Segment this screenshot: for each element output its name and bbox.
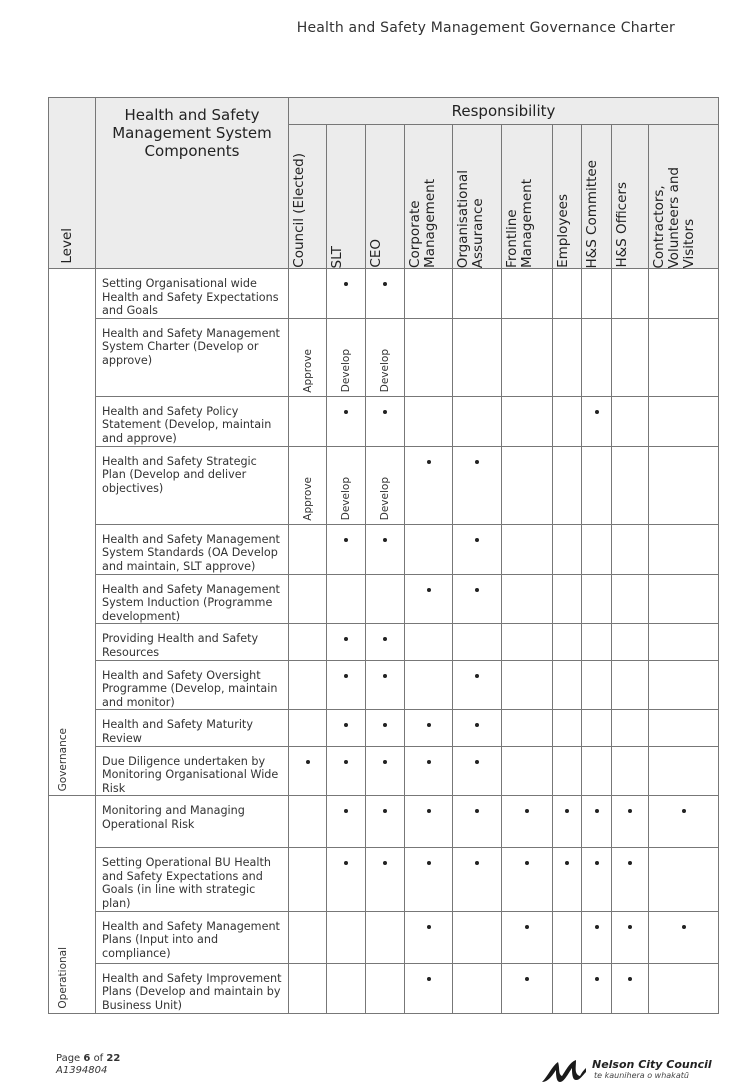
- responsibility-cell: [453, 446, 502, 524]
- responsibility-cell: [553, 710, 582, 746]
- responsibility-cell: [405, 796, 453, 848]
- responsibility-mark: [344, 674, 348, 678]
- level-header: [49, 98, 96, 269]
- table-row: [49, 524, 719, 574]
- responsibility-cell: [289, 710, 327, 746]
- table-row: [49, 574, 719, 624]
- components-header: Health and Safety Management System Components: [96, 98, 289, 269]
- responsibility-cell: [366, 574, 405, 624]
- responsibility-cell: [366, 796, 405, 848]
- responsibility-mark: [427, 809, 431, 813]
- responsibility-cell: [366, 269, 405, 319]
- table-row: [49, 446, 719, 524]
- responsibility-cell: [453, 796, 502, 848]
- responsibility-cell: [289, 746, 327, 796]
- responsibility-cell: [327, 963, 366, 1013]
- level-label: Operational: [57, 947, 69, 1009]
- responsibility-mark: [427, 925, 431, 929]
- responsibility-cell: [649, 660, 719, 710]
- responsibility-cell: [502, 911, 553, 963]
- responsibility-cell: [649, 911, 719, 963]
- responsibility-cell: [553, 911, 582, 963]
- responsibility-cell: [453, 746, 502, 796]
- responsibility-cell: [453, 911, 502, 963]
- table-row: [49, 963, 719, 1013]
- responsibility-role-text: Develop: [340, 476, 352, 521]
- responsibility-cell: [649, 710, 719, 746]
- responsibility-mark: [383, 861, 387, 865]
- responsibility-cell: [553, 660, 582, 710]
- responsibility-cell: [553, 318, 582, 396]
- table-row: [49, 848, 719, 911]
- responsibility-cell: [405, 318, 453, 396]
- responsibility-cell: [502, 624, 553, 660]
- responsibility-cell: [502, 446, 553, 524]
- responsibility-mark: [682, 925, 686, 929]
- responsibility-cell: [327, 269, 366, 319]
- responsibility-mark: [427, 760, 431, 764]
- responsibility-cell: [502, 796, 553, 848]
- level-cell: [49, 269, 96, 796]
- table-row: [49, 396, 719, 446]
- responsibility-mark: [475, 538, 479, 542]
- responsibility-mark: [383, 723, 387, 727]
- responsibility-cell: [366, 318, 405, 396]
- council-tagline: te kaunihera o whakatū: [594, 1071, 689, 1080]
- responsibility-mark: [475, 809, 479, 813]
- page-total: 22: [106, 1053, 121, 1064]
- council-logo: [540, 1058, 720, 1084]
- responsibility-mark: [427, 723, 431, 727]
- responsibility-mark: [525, 861, 529, 865]
- responsibility-cell: [453, 710, 502, 746]
- responsibility-cell: [327, 624, 366, 660]
- component-cell: Health and Safety Strategic Plan (Develop and deliver objectives): [96, 446, 289, 524]
- document-reference: A1394804: [56, 1065, 108, 1076]
- responsibility-mark: [525, 809, 529, 813]
- role-header-label: H&S Officers: [614, 182, 630, 268]
- responsibility-cell: [612, 269, 649, 319]
- responsibility-mark: [595, 809, 599, 813]
- responsibility-mark: [427, 460, 431, 464]
- table-row: [49, 624, 719, 660]
- role-header-label: H&S Committee: [584, 159, 600, 268]
- responsibility-cell: [366, 396, 405, 446]
- role-header-label: Council (Elected): [291, 153, 307, 268]
- responsibility-cell: [612, 624, 649, 660]
- responsibility-cell: [327, 446, 366, 524]
- responsibility-cell: [502, 524, 553, 574]
- role-header-cell: [366, 125, 405, 269]
- responsibility-mark: [525, 925, 529, 929]
- responsibility-mark: [475, 674, 479, 678]
- responsibility-cell: [582, 848, 612, 911]
- responsibility-cell: [405, 963, 453, 1013]
- responsibility-cell: [366, 848, 405, 911]
- responsibility-cell: [405, 746, 453, 796]
- component-cell: Setting Operational BU Health and Safety Expectations and Goals (in line with strategic plan): [96, 848, 289, 911]
- responsibility-mark: [383, 674, 387, 678]
- responsibility-cell: [612, 710, 649, 746]
- responsibility-cell: [502, 963, 553, 1013]
- responsibility-cell: [502, 318, 553, 396]
- responsibility-cell: [553, 269, 582, 319]
- responsibility-cell: [502, 269, 553, 319]
- table-row: [49, 746, 719, 796]
- responsibility-cell: [453, 574, 502, 624]
- responsibility-cell: [289, 624, 327, 660]
- role-header-label: Corporate Management: [407, 179, 438, 268]
- component-cell: Health and Safety Management Plans (Input into and compliance): [96, 911, 289, 963]
- responsibility-cell: [453, 269, 502, 319]
- responsibility-cell: [582, 574, 612, 624]
- responsibility-mark: [344, 282, 348, 286]
- responsibility-cell: [612, 446, 649, 524]
- table-row: [49, 796, 719, 848]
- responsibility-mark: [525, 977, 529, 981]
- level-header-label: Level: [59, 228, 75, 264]
- table-row: [49, 660, 719, 710]
- responsibility-role-text: Develop: [340, 348, 352, 393]
- responsibility-mark: [306, 760, 310, 764]
- responsibility-cell: [366, 624, 405, 660]
- responsibility-cell: [289, 574, 327, 624]
- responsibility-cell: [649, 963, 719, 1013]
- responsibility-cell: [453, 396, 502, 446]
- responsibility-cell: [502, 710, 553, 746]
- role-header-label: Organisational Assurance: [455, 169, 486, 268]
- responsibility-mark: [628, 977, 632, 981]
- responsibility-cell: [289, 269, 327, 319]
- responsibility-cell: [405, 710, 453, 746]
- responsibility-mark: [344, 760, 348, 764]
- responsibility-cell: [289, 660, 327, 710]
- level-label: Governance: [57, 727, 69, 792]
- responsibility-cell: [327, 574, 366, 624]
- responsibility-cell: [453, 963, 502, 1013]
- responsibility-mark: [595, 925, 599, 929]
- responsibility-cell: [327, 848, 366, 911]
- responsibility-mark: [628, 861, 632, 865]
- responsibility-cell: [289, 318, 327, 396]
- responsibility-cell: [582, 746, 612, 796]
- responsibility-cell: [649, 746, 719, 796]
- responsibility-cell: [289, 848, 327, 911]
- responsibility-cell: [649, 318, 719, 396]
- responsibility-cell: [327, 710, 366, 746]
- component-cell: Health and Safety Management System Charter (Develop or approve): [96, 318, 289, 396]
- responsibility-cell: [366, 446, 405, 524]
- responsibility-mark: [595, 977, 599, 981]
- responsibility-mark: [344, 538, 348, 542]
- role-header-label: Frontline Management: [504, 179, 535, 268]
- responsibility-mark: [344, 809, 348, 813]
- responsibility-mark: [475, 760, 479, 764]
- responsibility-cell: [612, 796, 649, 848]
- role-header-cell: [649, 125, 719, 269]
- responsibility-cell: [649, 848, 719, 911]
- component-cell: Health and Safety Maturity Review: [96, 710, 289, 746]
- page-of: of: [93, 1053, 104, 1064]
- responsibility-mark: [427, 861, 431, 865]
- responsibility-cell: [582, 660, 612, 710]
- responsibility-cell: [582, 524, 612, 574]
- responsibility-cell: [405, 446, 453, 524]
- responsibility-table: [48, 97, 719, 1014]
- responsibility-mark: [475, 723, 479, 727]
- responsibility-cell: [553, 848, 582, 911]
- responsibility-cell: [612, 524, 649, 574]
- responsibility-role-text: Approve: [301, 476, 314, 521]
- responsibility-cell: [553, 963, 582, 1013]
- responsibility-mark: [383, 809, 387, 813]
- responsibility-cell: [405, 574, 453, 624]
- responsibility-cell: [553, 574, 582, 624]
- table-row: [49, 911, 719, 963]
- responsibility-mark: [383, 760, 387, 764]
- table-row: [49, 710, 719, 746]
- role-header-cell: [453, 125, 502, 269]
- responsibility-mark: [344, 861, 348, 865]
- responsibility-cell: [502, 574, 553, 624]
- responsibility-mark: [344, 723, 348, 727]
- responsibility-cell: [582, 624, 612, 660]
- role-header-cell: [582, 125, 612, 269]
- responsibility-cell: [327, 660, 366, 710]
- responsibility-mark: [383, 637, 387, 641]
- responsibility-cell: [649, 396, 719, 446]
- component-cell: Health and Safety Oversight Programme (Develop, maintain and monitor): [96, 660, 289, 710]
- responsibility-cell: [553, 446, 582, 524]
- role-header-label: Employees: [555, 194, 571, 268]
- responsibility-cell: [612, 911, 649, 963]
- component-cell: Providing Health and Safety Resources: [96, 624, 289, 660]
- responsibility-mark: [344, 637, 348, 641]
- responsibility-mark: [383, 538, 387, 542]
- responsibility-cell: [327, 318, 366, 396]
- responsibility-cell: [327, 396, 366, 446]
- responsibility-cell: [289, 963, 327, 1013]
- responsibility-cell: [502, 660, 553, 710]
- role-header-cell: [405, 125, 453, 269]
- responsibility-cell: [612, 848, 649, 911]
- council-logo-icon: [540, 1058, 588, 1084]
- responsibility-cell: [582, 318, 612, 396]
- page-label: Page: [56, 1053, 81, 1064]
- responsibility-mark: [595, 861, 599, 865]
- responsibility-cell: [612, 963, 649, 1013]
- responsibility-cell: [553, 396, 582, 446]
- component-cell: Health and Safety Management System Standards (OA Develop and maintain, SLT approve): [96, 524, 289, 574]
- table-row: [49, 269, 719, 319]
- responsibility-cell: [502, 746, 553, 796]
- responsibility-cell: [366, 911, 405, 963]
- role-header-cell: [553, 125, 582, 269]
- responsibility-cell: [289, 524, 327, 574]
- level-cell: [49, 796, 96, 1013]
- responsibility-cell: [612, 660, 649, 710]
- table-body: [49, 269, 719, 1014]
- responsibility-cell: [366, 660, 405, 710]
- component-cell: Health and Safety Policy Statement (Develop, maintain and approve): [96, 396, 289, 446]
- responsibility-mark: [475, 861, 479, 865]
- responsibility-cell: [649, 624, 719, 660]
- responsibility-cell: [289, 396, 327, 446]
- page-footer: [56, 1053, 120, 1077]
- responsibility-cell: [649, 796, 719, 848]
- responsibility-mark: [565, 861, 569, 865]
- responsibility-cell: [612, 746, 649, 796]
- responsibility-mark: [595, 410, 599, 414]
- responsibility-cell: [582, 796, 612, 848]
- responsibility-cell: [289, 796, 327, 848]
- responsibility-mark: [383, 282, 387, 286]
- responsibility-mark: [682, 809, 686, 813]
- responsibility-cell: [289, 911, 327, 963]
- responsibility-cell: [612, 396, 649, 446]
- responsibility-cell: [405, 396, 453, 446]
- role-header-label: SLT: [329, 245, 345, 268]
- role-header-cell: [327, 125, 366, 269]
- responsibility-cell: [553, 624, 582, 660]
- responsibility-cell: [289, 446, 327, 524]
- responsibility-mark: [344, 410, 348, 414]
- responsibility-cell: [453, 318, 502, 396]
- responsibility-cell: [366, 963, 405, 1013]
- responsibility-cell: [582, 269, 612, 319]
- table-row: [49, 318, 719, 396]
- responsibility-cell: [327, 911, 366, 963]
- responsibility-mark: [628, 809, 632, 813]
- responsibility-mark: [427, 977, 431, 981]
- responsibility-cell: [405, 660, 453, 710]
- responsibility-cell: [405, 848, 453, 911]
- council-name: Nelson City Council: [592, 1058, 712, 1071]
- responsibility-cell: [649, 269, 719, 319]
- role-header-label: CEO: [368, 239, 384, 268]
- responsibility-cell: [582, 911, 612, 963]
- responsibility-cell: [612, 318, 649, 396]
- responsibility-cell: [405, 524, 453, 574]
- responsibility-mark: [383, 410, 387, 414]
- responsibility-cell: [405, 269, 453, 319]
- page-number: [56, 1053, 120, 1065]
- role-header-cell: [612, 125, 649, 269]
- responsibility-cell: [366, 710, 405, 746]
- document-header-title: Health and Safety Management Governance Charter: [296, 20, 675, 36]
- responsibility-mark: [475, 460, 479, 464]
- responsibility-cell: [366, 746, 405, 796]
- responsibility-mark: [628, 925, 632, 929]
- component-cell: Due Diligence undertaken by Monitoring Organisational Wide Risk: [96, 746, 289, 796]
- responsibility-cell: [582, 446, 612, 524]
- responsibility-cell: [553, 524, 582, 574]
- responsibility-cell: [453, 660, 502, 710]
- responsibility-cell: [453, 848, 502, 911]
- role-header-cell: [502, 125, 553, 269]
- responsibility-role-text: Approve: [301, 348, 314, 393]
- responsibility-cell: [553, 746, 582, 796]
- component-cell: Health and Safety Improvement Plans (Develop and maintain by Business Unit): [96, 963, 289, 1013]
- responsibility-cell: [366, 524, 405, 574]
- page-current: 6: [83, 1053, 91, 1064]
- responsibility-cell: [553, 796, 582, 848]
- responsibility-cell: [405, 624, 453, 660]
- responsibility-mark: [565, 809, 569, 813]
- role-header-cell: [289, 125, 327, 269]
- responsibility-header: Responsibility: [289, 98, 719, 125]
- responsibility-cell: [502, 848, 553, 911]
- responsibility-cell: [649, 574, 719, 624]
- responsibility-cell: [612, 574, 649, 624]
- role-header-label: Contractors, Volunteers and Visitors: [651, 166, 697, 268]
- responsibility-cell: [453, 524, 502, 574]
- responsibility-cell: [453, 624, 502, 660]
- responsibility-cell: [649, 446, 719, 524]
- responsibility-cell: [582, 710, 612, 746]
- responsibility-cell: [502, 396, 553, 446]
- responsibility-cell: [327, 796, 366, 848]
- responsibility-cell: [582, 396, 612, 446]
- component-cell: Setting Organisational wide Health and Safety Expectations and Goals: [96, 269, 289, 319]
- responsibility-cell: [405, 911, 453, 963]
- responsibility-cell: [582, 963, 612, 1013]
- responsibility-cell: [649, 524, 719, 574]
- responsibility-role-text: Develop: [379, 476, 391, 521]
- responsibility-mark: [427, 588, 431, 592]
- responsibility-cell: [327, 524, 366, 574]
- responsibility-mark: [475, 588, 479, 592]
- responsibility-cell: [327, 746, 366, 796]
- responsibility-role-text: Develop: [379, 348, 391, 393]
- component-cell: Monitoring and Managing Operational Risk: [96, 796, 289, 848]
- component-cell: Health and Safety Management System Induction (Programme development): [96, 574, 289, 624]
